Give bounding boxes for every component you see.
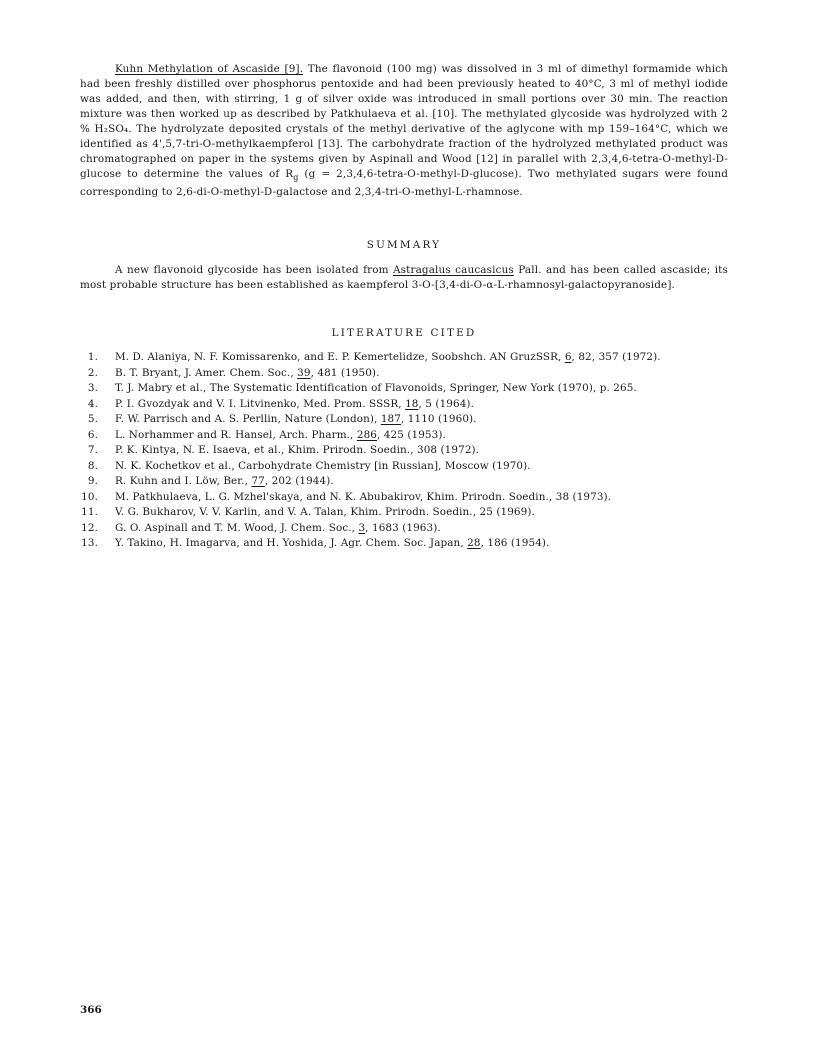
reference-item — [80, 536, 760, 552]
summary-text-1: A new flavonoid glycoside has been isolated from — [115, 264, 393, 276]
reference-text: P. K. Kintya, N. E. Isaeva, et al., Khim. Prirodn. Soedin., 308 (1972). — [115, 444, 480, 456]
reference-item — [80, 490, 760, 506]
reference-item — [80, 521, 760, 537]
reference-text-end: , 186 (1954). — [480, 537, 550, 549]
reference-item — [80, 428, 760, 444]
reference-text: F. W. Parrisch and A. S. Perllin, Nature (London), — [115, 413, 381, 425]
methylation-heading: Kuhn Methylation of Ascaside [9]. — [115, 63, 304, 75]
page-number: 366 — [80, 1004, 102, 1016]
reference-volume: 77 — [251, 475, 265, 487]
reference-number: 5. — [87, 413, 98, 425]
species-name: Astragalus caucasicus — [392, 264, 514, 276]
reference-text: R. Kuhn and I. Löw, Ber., — [115, 475, 252, 487]
reference-text: V. G. Bukharov, V. V. Karlin, and V. A. Talan, Khim. Prirodn. Soedin., 25 (1969). — [115, 506, 535, 518]
reference-text-end: , 202 (1944). — [264, 475, 334, 487]
reference-text: L. Norhammer and R. Hansel, Arch. Pharm., — [115, 428, 357, 441]
page-content — [80, 62, 729, 549]
reference-number: 2. — [87, 366, 98, 379]
reference-text-end: , 5 (1964). — [418, 397, 474, 410]
reference-item — [80, 474, 760, 490]
reference-text-end: , 82, 357 (1972). — [571, 351, 661, 363]
reference-volume: 3 — [358, 521, 366, 534]
summary-paragraph — [80, 263, 728, 293]
methylation-paragraph — [80, 62, 728, 200]
rg-subscript: g — [293, 173, 299, 183]
reference-text: Y. Takino, H. Imagarva, and H. Yoshida, J. Agr. Chem. Soc. Japan, — [115, 537, 468, 549]
reference-text: T. J. Mabry et al., The Systematic Identification of Flavonoids, Springer, New York (1970), p. 265. — [115, 382, 637, 394]
summary-text-2: Pall. and has been called ascaside; its most probable structure has been established as kaempferol 3-O-[3,4-di-O-α-L-rhamnosyl-galactopyranoside]. — [80, 264, 728, 291]
reference-number: 13. — [81, 537, 98, 549]
summary-heading: SUMMARY — [366, 239, 442, 251]
reference-text: M. D. Alaniya, N. F. Komissarenko, and E. P. Kemertelidze, Soobshch. AN GruzSSR, — [115, 351, 565, 363]
reference-text-end: , 481 (1950). — [310, 366, 380, 379]
reference-list — [80, 350, 760, 552]
reference-item — [80, 350, 760, 366]
reference-number: 11. — [81, 506, 98, 518]
reference-number: 6. — [87, 428, 98, 441]
reference-text: M. Patkhulaeva, L. G. Mzhel'skaya, and N. K. Abubakirov, Khim. Prirodn. Soedin., 38 (1973). — [115, 490, 612, 503]
reference-number: 7. — [87, 444, 98, 456]
reference-number: 8. — [87, 459, 98, 472]
reference-volume: 6 — [564, 351, 572, 363]
reference-item — [80, 381, 760, 397]
methylation-body-end: (g = 2,3,4,6-tetra-O-methyl-D-glucose). Two methylated sugars were found corresponding to 2,6-di-O-methyl-D-galactose and 2,3,4-tri-O-methyl-L-rhamnose. — [80, 168, 729, 199]
reference-item — [80, 505, 760, 521]
reference-text-end: , 1110 (1960). — [400, 413, 477, 425]
reference-text-end: , 1683 (1963). — [365, 521, 441, 534]
methylation-body: The flavonoid (100 mg) was dissolved in 3 ml of dimethyl formamide which had been freshly distilled over phosphorus pentoxide and had been previously heated to 40°C, 3 ml of methyl iodide was added, and then, with stirring, 1 g of silver oxide was introduced in small portions over 30 min. The reaction mixture was then worked up as described by Patkhulaeva et al. [10]. The methylated glycoside was hydrolyzed with 2 % H₂SO₄. The hydrolyzate deposited crystals of the methyl derivative of the aglycone with mp 159–164°C, which we identified as 4',5,7-tri-O-methylkaempferol [13]. The carbohydrate fraction of the hydrolyzed methylated product was chromatographed on paper in the systems given by Aspinall and Wood [12] in parallel with 2,3,4,6-tetra-O-methyl-D-glucose to determine the values of R — [80, 63, 728, 180]
reference-item — [80, 443, 760, 459]
reference-volume: 18 — [405, 397, 419, 410]
reference-text: G. O. Aspinall and T. M. Wood, J. Chem. Soc., — [115, 521, 359, 534]
reference-text-end: , 425 (1953). — [377, 428, 446, 441]
reference-volume: 187 — [380, 413, 401, 425]
literature-heading: LITERATURE CITED — [331, 327, 477, 339]
reference-item — [80, 366, 760, 382]
reference-number: 10. — [81, 490, 98, 503]
reference-number: 9. — [87, 475, 98, 487]
reference-item — [80, 412, 760, 428]
reference-number: 4. — [87, 397, 98, 410]
reference-number: 3. — [87, 382, 98, 394]
reference-volume: 39 — [297, 366, 311, 379]
reference-number: 12. — [81, 521, 98, 534]
reference-number: 1. — [87, 351, 98, 363]
reference-text: N. K. Kochetkov et al., Carbohydrate Chemistry [in Russian], Moscow (1970). — [115, 459, 531, 472]
reference-text: P. I. Gvozdyak and V. I. Litvinenko, Med. Prom. SSSR, — [115, 397, 406, 410]
reference-volume: 28 — [467, 537, 481, 549]
reference-text: B. T. Bryant, J. Amer. Chem. Soc., — [115, 366, 298, 379]
reference-item — [80, 397, 760, 413]
reference-item — [80, 459, 760, 475]
reference-volume: 286 — [356, 428, 377, 441]
